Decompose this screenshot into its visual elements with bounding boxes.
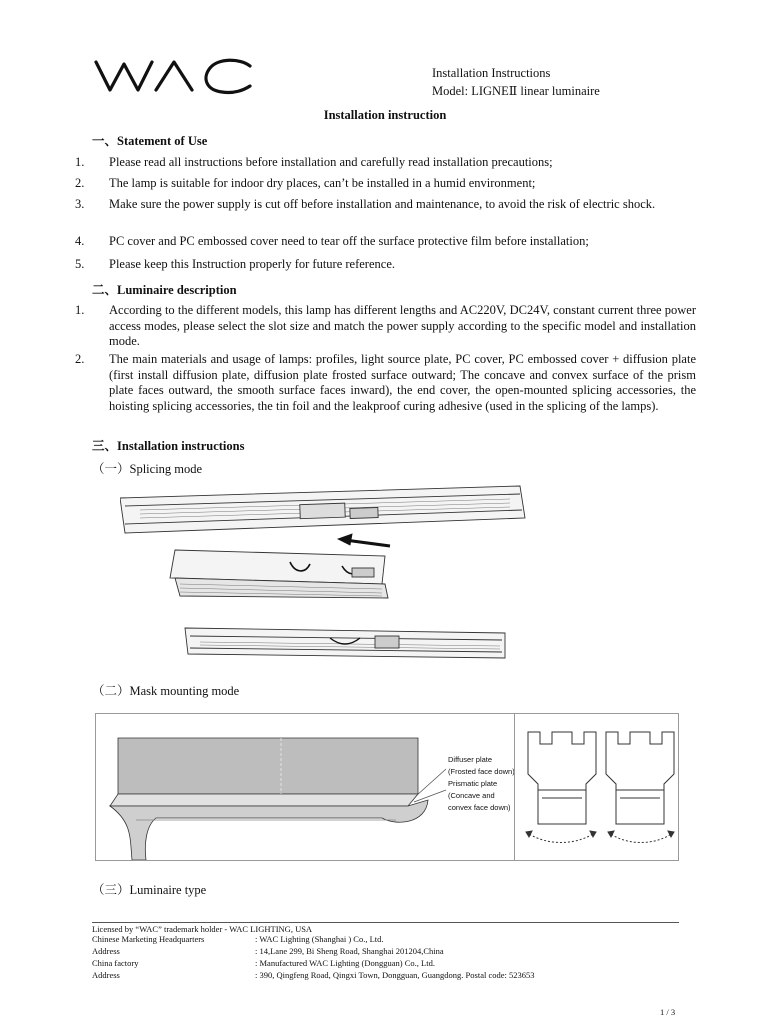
list-item (75, 352, 696, 414)
footer-value: : 390, Qingfeng Road, Qingxi Town, Dongguan, Guangdong. Postal code: 523653 (255, 970, 535, 980)
list-number: 1. (75, 155, 85, 169)
list-item (75, 197, 696, 213)
footer-label: Address (92, 946, 120, 956)
header-doc-type: Installation Instructions (432, 66, 551, 80)
page-number: 1 / 3 (660, 1007, 676, 1017)
section-heading-luminaire-description: 二、Luminaire description (92, 283, 237, 297)
list-text: The lamp is suitable for indoor dry places, can’t be installed in a humid environment; (109, 176, 536, 190)
list-number: 3. (75, 197, 85, 211)
subheading-splicing-mode: （一）Splicing mode (92, 462, 203, 476)
list-text: Please read all instructions before installation and carefully read installation precautions; (109, 155, 553, 169)
footer-label: Chinese Marketing Headquarters (92, 934, 205, 944)
footer-label: China factory (92, 958, 139, 968)
wac-logo (94, 56, 254, 96)
list-number: 5. (75, 257, 85, 271)
subheading-luminaire-type: （三）Luminaire type (92, 883, 207, 897)
label-concave: (Concave and (448, 791, 495, 800)
list-number: 2. (75, 352, 85, 366)
list-text: Please keep this Instruction properly for future reference. (109, 257, 395, 271)
footer-label: Address (92, 970, 120, 980)
footer-value: : 14,Lane 299, Bi Sheng Road, Shanghai 201204,China (255, 946, 444, 956)
list-number: 2. (75, 176, 85, 190)
document-title: Installation instruction (323, 108, 447, 122)
list-item (75, 234, 696, 250)
footer-value: : WAC Lighting (Shanghai ) Co., Ltd. (255, 934, 384, 944)
mask-mounting-figure (95, 713, 679, 861)
section-heading-statement-of-use: 一、Statement of Use (92, 134, 208, 148)
list-text: PC cover and PC embossed cover need to tear off the surface protective film before installation; (109, 234, 589, 248)
label-prismatic-plate: Prismatic plate (448, 779, 498, 788)
list-item (75, 176, 696, 192)
subheading-mask-mounting-mode: （二）Mask mounting mode (92, 684, 240, 698)
label-convex-face: convex face down) (448, 803, 511, 812)
list-text: According to the different models, this lamp has different lengths and AC220V, DC24V, constant current three power access modes, please select the slot size and match the power supply according to the specific model and installation mode. (109, 303, 696, 348)
list-item (75, 257, 696, 273)
header-model: Model: LIGNEⅡ linear luminaire (432, 84, 600, 98)
footer-value: : Manufactured WAC Lighting (Dongguan) Co., Ltd. (255, 958, 435, 968)
list-number: 4. (75, 234, 85, 248)
figure-divider (514, 714, 515, 860)
splicing-mode-figure (120, 478, 530, 678)
footer-license: Licensed by “WAC” trademark holder - WAC LIGHTING, USA (92, 924, 313, 934)
mask-figure-labels (448, 754, 515, 814)
label-frosted-face: (Frosted face down) (448, 767, 515, 776)
list-item (75, 155, 696, 171)
section-heading-installation-instructions: 三、Installation instructions (92, 439, 245, 453)
list-item (75, 303, 696, 350)
profile-cross-sections (516, 714, 678, 860)
label-diffuser-plate: Diffuser plate (448, 755, 493, 764)
list-text: The main materials and usage of lamps: profiles, light source plate, PC cover, PC embossed cover + diffusion plate (first install diffusion plate, diffusion plate frosted surface outward; The concave and convex surface of the prism plate faces outward, the smooth surface faces inward), the end cover, the open-mounted splicing accessories, the hoisting splicing accessories, the tin foil and the leakproof curing adhesive (used in the splicing of the lamps). (109, 352, 696, 413)
list-number: 1. (75, 303, 85, 317)
list-text: Make sure the power supply is cut off before installation and maintenance, to avoid the risk of electric shock. (109, 197, 656, 211)
footer-divider (92, 922, 679, 923)
